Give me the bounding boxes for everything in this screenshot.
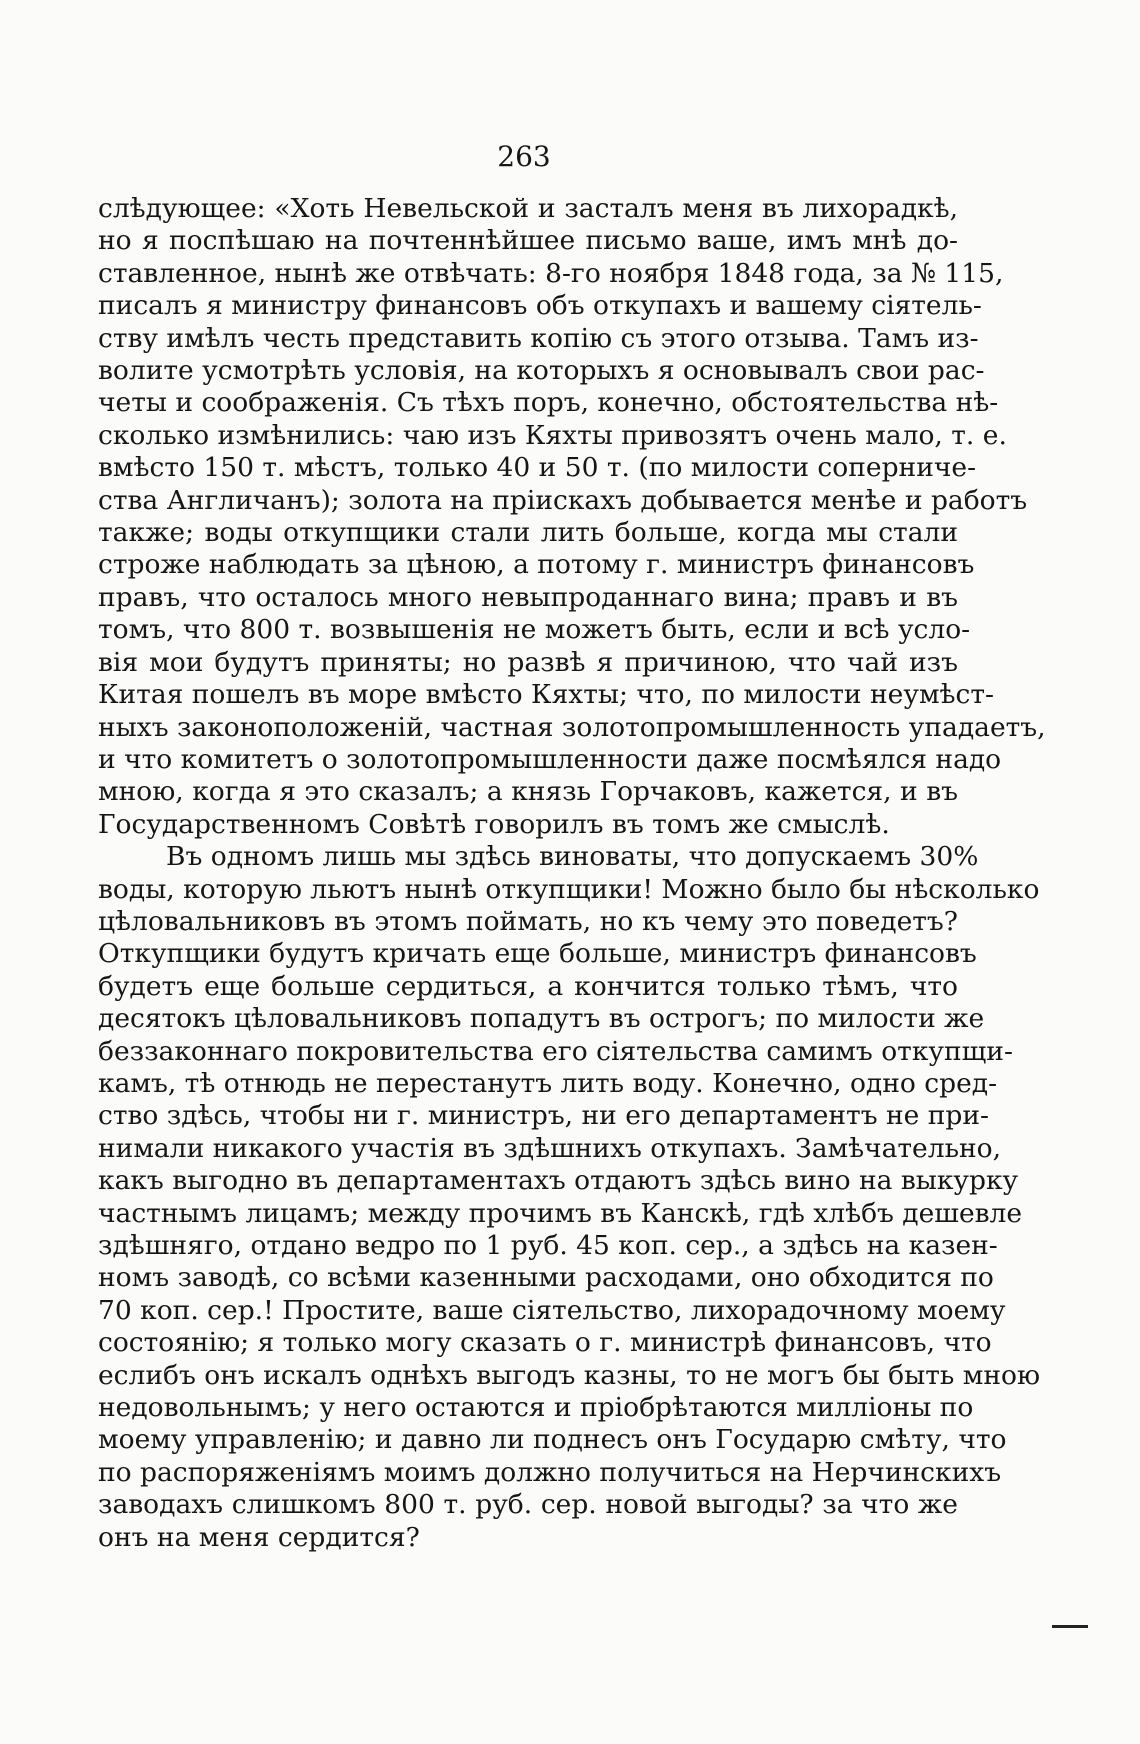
- text-line: ства Англичанъ); золота на пріискахъ добывается менѣе и работъ: [98, 484, 1028, 516]
- text-line: 70 коп. сер.! Простите, ваше сіятельство, лихорадочному моему: [98, 1294, 1006, 1326]
- text-line: волите усмотрѣть условія, на которыхъ я основывалъ свои рас-: [98, 355, 985, 387]
- text-line: воды, которую льютъ нынѣ откупщики! Можно было бы нѣсколько: [98, 873, 1040, 905]
- text-line: моему управленію; и давно ли поднесъ онъ Государю смѣту, что: [98, 1424, 1007, 1456]
- text-line: ныхъ законоположеній, частная золотопромышленность упадаетъ,: [98, 711, 1046, 743]
- text-line: сколько измѣнились: чаю изъ Кяхты привозятъ очень мало, т. е.: [98, 419, 1007, 451]
- text-line: беззаконнаго покровительства его сіятельства самимъ откупщи-: [98, 1035, 1013, 1067]
- text-line: четы и соображенія. Съ тѣхъ поръ, конечно, обстоятельства нѣ-: [98, 387, 999, 419]
- text-line: но я поспѣшаю на почтеннѣйшее письмо ваше, имъ мнѣ до-: [98, 225, 958, 257]
- text-line: еслибъ онъ искалъ однѣхъ выгодъ казны, то не могъ бы быть мною: [98, 1359, 1041, 1391]
- text-line: десятокъ цѣловальниковъ попадутъ въ острогъ; по милости же: [98, 1003, 985, 1035]
- text-line: номъ заводѣ, со всѣми казенными расходами, оно обходится по: [98, 1262, 994, 1294]
- text-line: ставленное, нынѣ же отвѣчать: 8-го ноября 1848 года, за № 115,: [98, 257, 1004, 289]
- text-line: онъ на меня сердится?: [98, 1521, 420, 1553]
- text-line: томъ, что 800 т. возвышенія не можетъ быть, если и всѣ усло-: [98, 614, 971, 646]
- text-line: какъ выгодно въ департаментахъ отдаютъ здѣсь вино на выкурку: [98, 1165, 1019, 1197]
- text-line: вмѣсто 150 т. мѣстъ, только 40 и 50 т. (по милости соперниче-: [98, 452, 977, 484]
- text-line: по распоряженіямъ моимъ должно получиться на Нерчинскихъ: [98, 1456, 1002, 1488]
- margin-mark: [1052, 1625, 1088, 1628]
- text-line: недовольнымъ; у него остаются и пріобрѣтаются милліоны по: [98, 1392, 974, 1424]
- text-line: Въ одномъ лишь мы здѣсь виноваты, что допускаемъ 30%: [166, 841, 979, 873]
- text-line: ство здѣсь, чтобы ни г. министръ, ни его департаментъ не при-: [98, 1100, 990, 1132]
- text-line: заводахъ слишкомъ 800 т. руб. сер. новой выгоды? за что же: [98, 1489, 958, 1521]
- page-number: 263: [497, 140, 551, 173]
- text-line: Государственномъ Совѣтѣ говорилъ въ томъ же смыслѣ.: [98, 808, 890, 840]
- text-line: Откупщики будутъ кричать еще больше, министръ финансовъ: [98, 938, 977, 970]
- paragraph-1: [98, 193, 1046, 841]
- text-line: здѣшняго, отдано ведро по 1 руб. 45 коп. сер., а здѣсь на казен-: [98, 1230, 998, 1261]
- paragraph-2: [98, 841, 1041, 1554]
- text-line: мною, когда я это сказалъ; а князь Горчаковъ, кажется, и въ: [98, 776, 958, 808]
- text-line: камъ, тѣ отнюдь не перестанутъ лить воду. Конечно, одно сред-: [98, 1067, 998, 1099]
- text-line: и что комитетъ о золотопромышленности даже посмѣялся надо: [98, 743, 1002, 775]
- text-line: цѣловальниковъ въ этомъ поймать, но къ чему это поведетъ?: [98, 905, 958, 937]
- text-line: правъ, что осталось много невыпроданнаго вина; правъ и въ: [98, 581, 958, 613]
- text-line: нимали никакого участія въ здѣшнихъ откупахъ. Замѣчательно,: [98, 1132, 1002, 1164]
- text-line: строже наблюдать за цѣною, а потому г. министръ финансовъ: [98, 549, 975, 581]
- text-line: ству имѣлъ честь представить копію съ этого отзыва. Тамъ из-: [98, 322, 979, 354]
- text-line: писалъ я министру финансовъ объ откупахъ и вашему сіятель-: [98, 290, 982, 322]
- text-line: также; воды откупщики стали лить больше, когда мы стали: [98, 517, 958, 549]
- text-line: слѣдующее: «Хоть Невельской и засталъ меня въ лихорадкѣ,: [98, 193, 958, 224]
- text-line: вія мои будутъ приняты; но развѣ я причиною, что чай изъ: [98, 646, 958, 678]
- text-line: частнымъ лицамъ; между прочимъ въ Канскѣ, гдѣ хлѣбъ дешевле: [98, 1197, 1023, 1229]
- text-line: будетъ еще больше сердиться, а кончится только тѣмъ, что: [98, 970, 958, 1002]
- text-line: состоянію; я только могу сказать о г. министрѣ финансовъ, что: [98, 1327, 992, 1359]
- body-text: [98, 193, 1046, 1554]
- text-line: Китая пошелъ въ море вмѣсто Кяхты; что, по милости неумѣст-: [98, 679, 994, 711]
